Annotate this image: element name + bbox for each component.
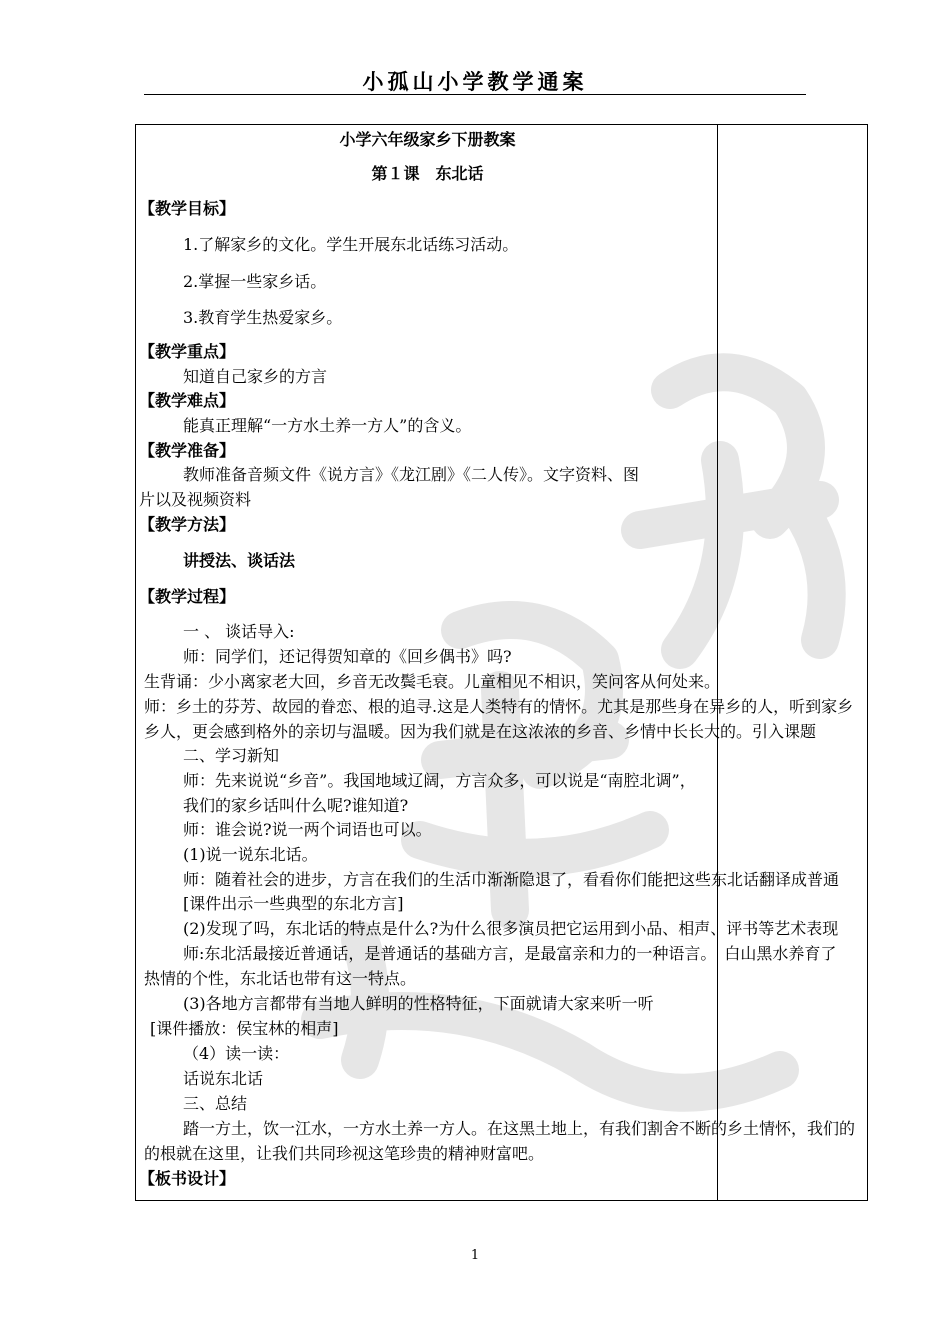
- process-line: 二、学习新知: [183, 746, 280, 765]
- process-line: 的根就在这里，让我们共同珍视这笔珍贵的精神财富吧。: [144, 1144, 545, 1163]
- page-number: 1: [470, 1248, 480, 1263]
- process-line: 热情的个性，东北话也带有这一特点。: [144, 969, 417, 988]
- section-prep-heading: 【教学准备】: [139, 441, 236, 460]
- goal-item: 2.掌握一些家乡话。: [183, 272, 327, 291]
- method-text: 讲授法、谈话法: [183, 551, 296, 570]
- process-line: 师：随着社会的进步，方言在我们的生活巾渐渐隐退了，看看你们能把这些东北话翻译成普通: [183, 870, 840, 889]
- prep-text: 教师准备音频文件《说方言》《龙江剧》《二人传》。文字资料、图: [183, 465, 640, 484]
- key-text: 知道自己家乡的方言: [183, 367, 328, 386]
- section-difficult-heading: 【教学难点】: [139, 391, 236, 410]
- process-line: 师：乡土的芬芳、故园的眷恋、根的追寻.这是人类特有的情怀。尤其是那些身在异乡的人，听到家乡: [144, 697, 854, 716]
- prep-text: 片以及视频资料: [139, 490, 252, 509]
- process-line: 师：先来说说“乡音”。我国地域辽阔，方言众多，可以说是“南腔北调”，: [183, 771, 696, 790]
- process-line: (1)说一说东北话。: [183, 845, 318, 864]
- notes-column-divider: [717, 124, 718, 1201]
- process-line: 话说东北话: [183, 1069, 264, 1088]
- section-process-heading: 【教学过程】: [139, 587, 236, 606]
- section-key-heading: 【教学重点】: [139, 342, 236, 361]
- process-line: 师:东北活最接近普通话，是普通话的基础方言，是最富亲和力的一种语言。 白山黑水养育了: [183, 944, 837, 963]
- process-line: 师：谁会说?说一两个词语也可以。: [183, 820, 432, 839]
- process-line: （4）读一读：: [183, 1044, 290, 1063]
- doc-title: 小学六年级家乡下册教案: [339, 130, 516, 149]
- section-goals-heading: 【教学目标】: [139, 199, 236, 218]
- header-rule: [144, 94, 806, 95]
- process-line: 一 、 谈话导入:: [183, 622, 295, 641]
- process-line: 师：同学们，还记得贺知章的《回乡偶书》吗?: [183, 647, 512, 666]
- process-line: 三、总结: [183, 1094, 248, 1113]
- process-line: [课件出示一些典型的东北方言]: [183, 894, 404, 913]
- lesson-title: 第１课 东北话: [371, 164, 484, 183]
- process-line: 生背诵：少小离家老大回，乡音无改鬓毛衰。儿童相见不相识，笑问客从何处来。: [144, 672, 721, 691]
- process-line: 我们的家乡话叫什么呢?谁知道?: [183, 796, 409, 815]
- process-line: (3)各地方言都带有当地人鲜明的性格特征，下面就请大家来听一听: [183, 994, 654, 1013]
- section-method-heading: 【教学方法】: [139, 515, 236, 534]
- goal-item: 1.了解家乡的文化。学生开展东北话练习活动。: [183, 235, 519, 254]
- school-header-title: 小孤山小学教学通案: [362, 69, 588, 94]
- process-line: (2)发现了吗，东北话的特点是什么?为什么很多演员把它运用到小品、相声、评书等艺术表现: [183, 919, 839, 938]
- process-line: 踏一方土，饮一江水，一方水土养一方人。在这黑土地上，有我们割舍不断的乡土情怀，我们的: [183, 1119, 856, 1138]
- difficult-text: 能真正理解“一方水土养一方人”的含义。: [183, 416, 472, 435]
- goal-item: 3.教育学生热爱家乡。: [183, 308, 343, 327]
- process-line: [课件播放：侯宝林的相声]: [150, 1019, 339, 1038]
- process-line: 乡人，更会感到格外的亲切与温暖。因为我们就是在这浓浓的乡音、乡情中长长大的。引入课题: [144, 722, 817, 741]
- section-board-heading: 【板书设计】: [139, 1169, 236, 1188]
